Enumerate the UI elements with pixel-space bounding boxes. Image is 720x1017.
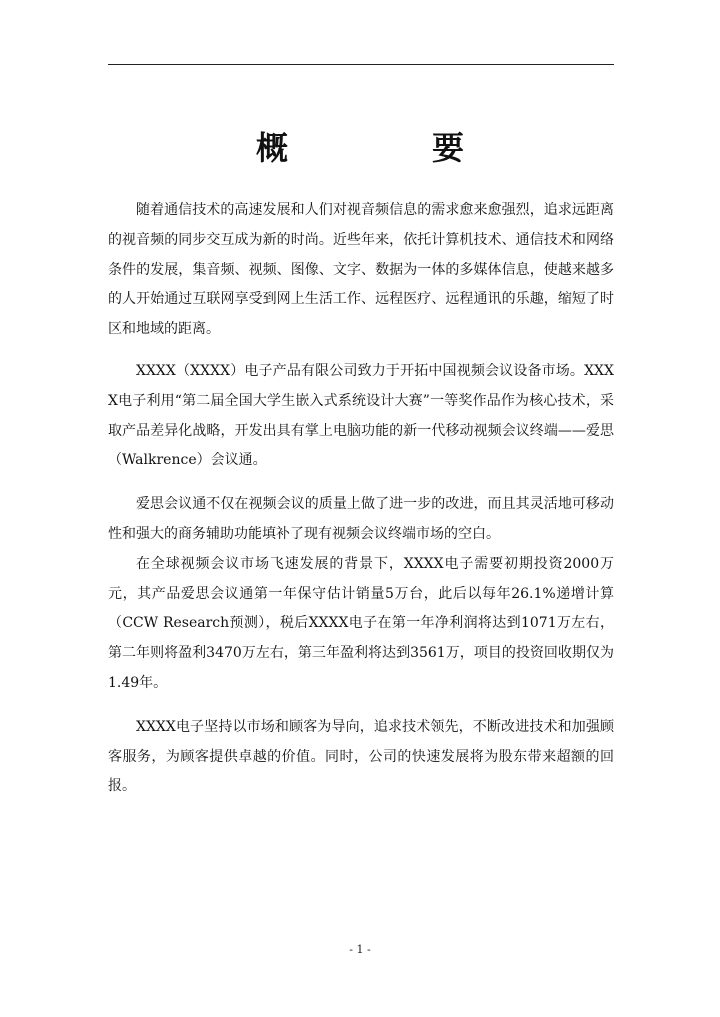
header-rule [108, 64, 614, 65]
summary-body [108, 196, 614, 802]
paragraph-intro: 随着通信技术的高速发展和人们对视音频信息的需求愈来愈强烈，追求远距离的视音频的同步交互成为新的时尚。近些年来，依托计算机技术、通信技术和网络条件的发展，集音频、视频、图像、文字、数据为一体的多媒体信息，使越来越多的人开始通过互联网享受到网上生活工作、远程医疗、远程通讯的乐趣，缩短了时区和地域的距离。 [108, 202, 614, 338]
paragraph-strategy: XXXX电子坚持以市场和顾客为导向，追求技术领先，不断改进技术和加强顾客服务，为顾客提供卓越的价值。同时，公司的快速发展将为股东带来超额的回报。 [108, 718, 614, 795]
paragraph-investment-forecast: 在全球视频会议市场飞速发展的背景下，XXXX电子需要初期投资2000万元，其产品爱思会议通第一年保守估计销量5万台，此后以每年26.1%递增计算（CCW Research预测），税后XXXX电子在第一年净利润将达到1071万左右，第二年则将盈利3470万左右，第三年盈利将达到3561万，项目的投资回收期仅为1.49年。 [108, 555, 614, 691]
paragraph-product-advantage: 爱思会议通不仅在视频会议的质量上做了进一步的改进，而且其灵活地可移动性和强大的商务辅助功能填补了现有视频会议终端市场的空白。 [108, 496, 614, 542]
page-number: - 1 - [349, 943, 371, 956]
paragraph-company: XXXX（XXXX）电子产品有限公司致力于开拓中国视频会议设备市场。XXXX电子利用“第二届全国大学生嵌入式系统设计大赛”一等奖作品作为核心技术，采取产品差异化战略，开发出具有掌上电脑功能的新一代移动视频会议终端——爱思 （Walkrence）会议通。 [108, 362, 614, 469]
page-title: 概 要 [255, 129, 520, 167]
